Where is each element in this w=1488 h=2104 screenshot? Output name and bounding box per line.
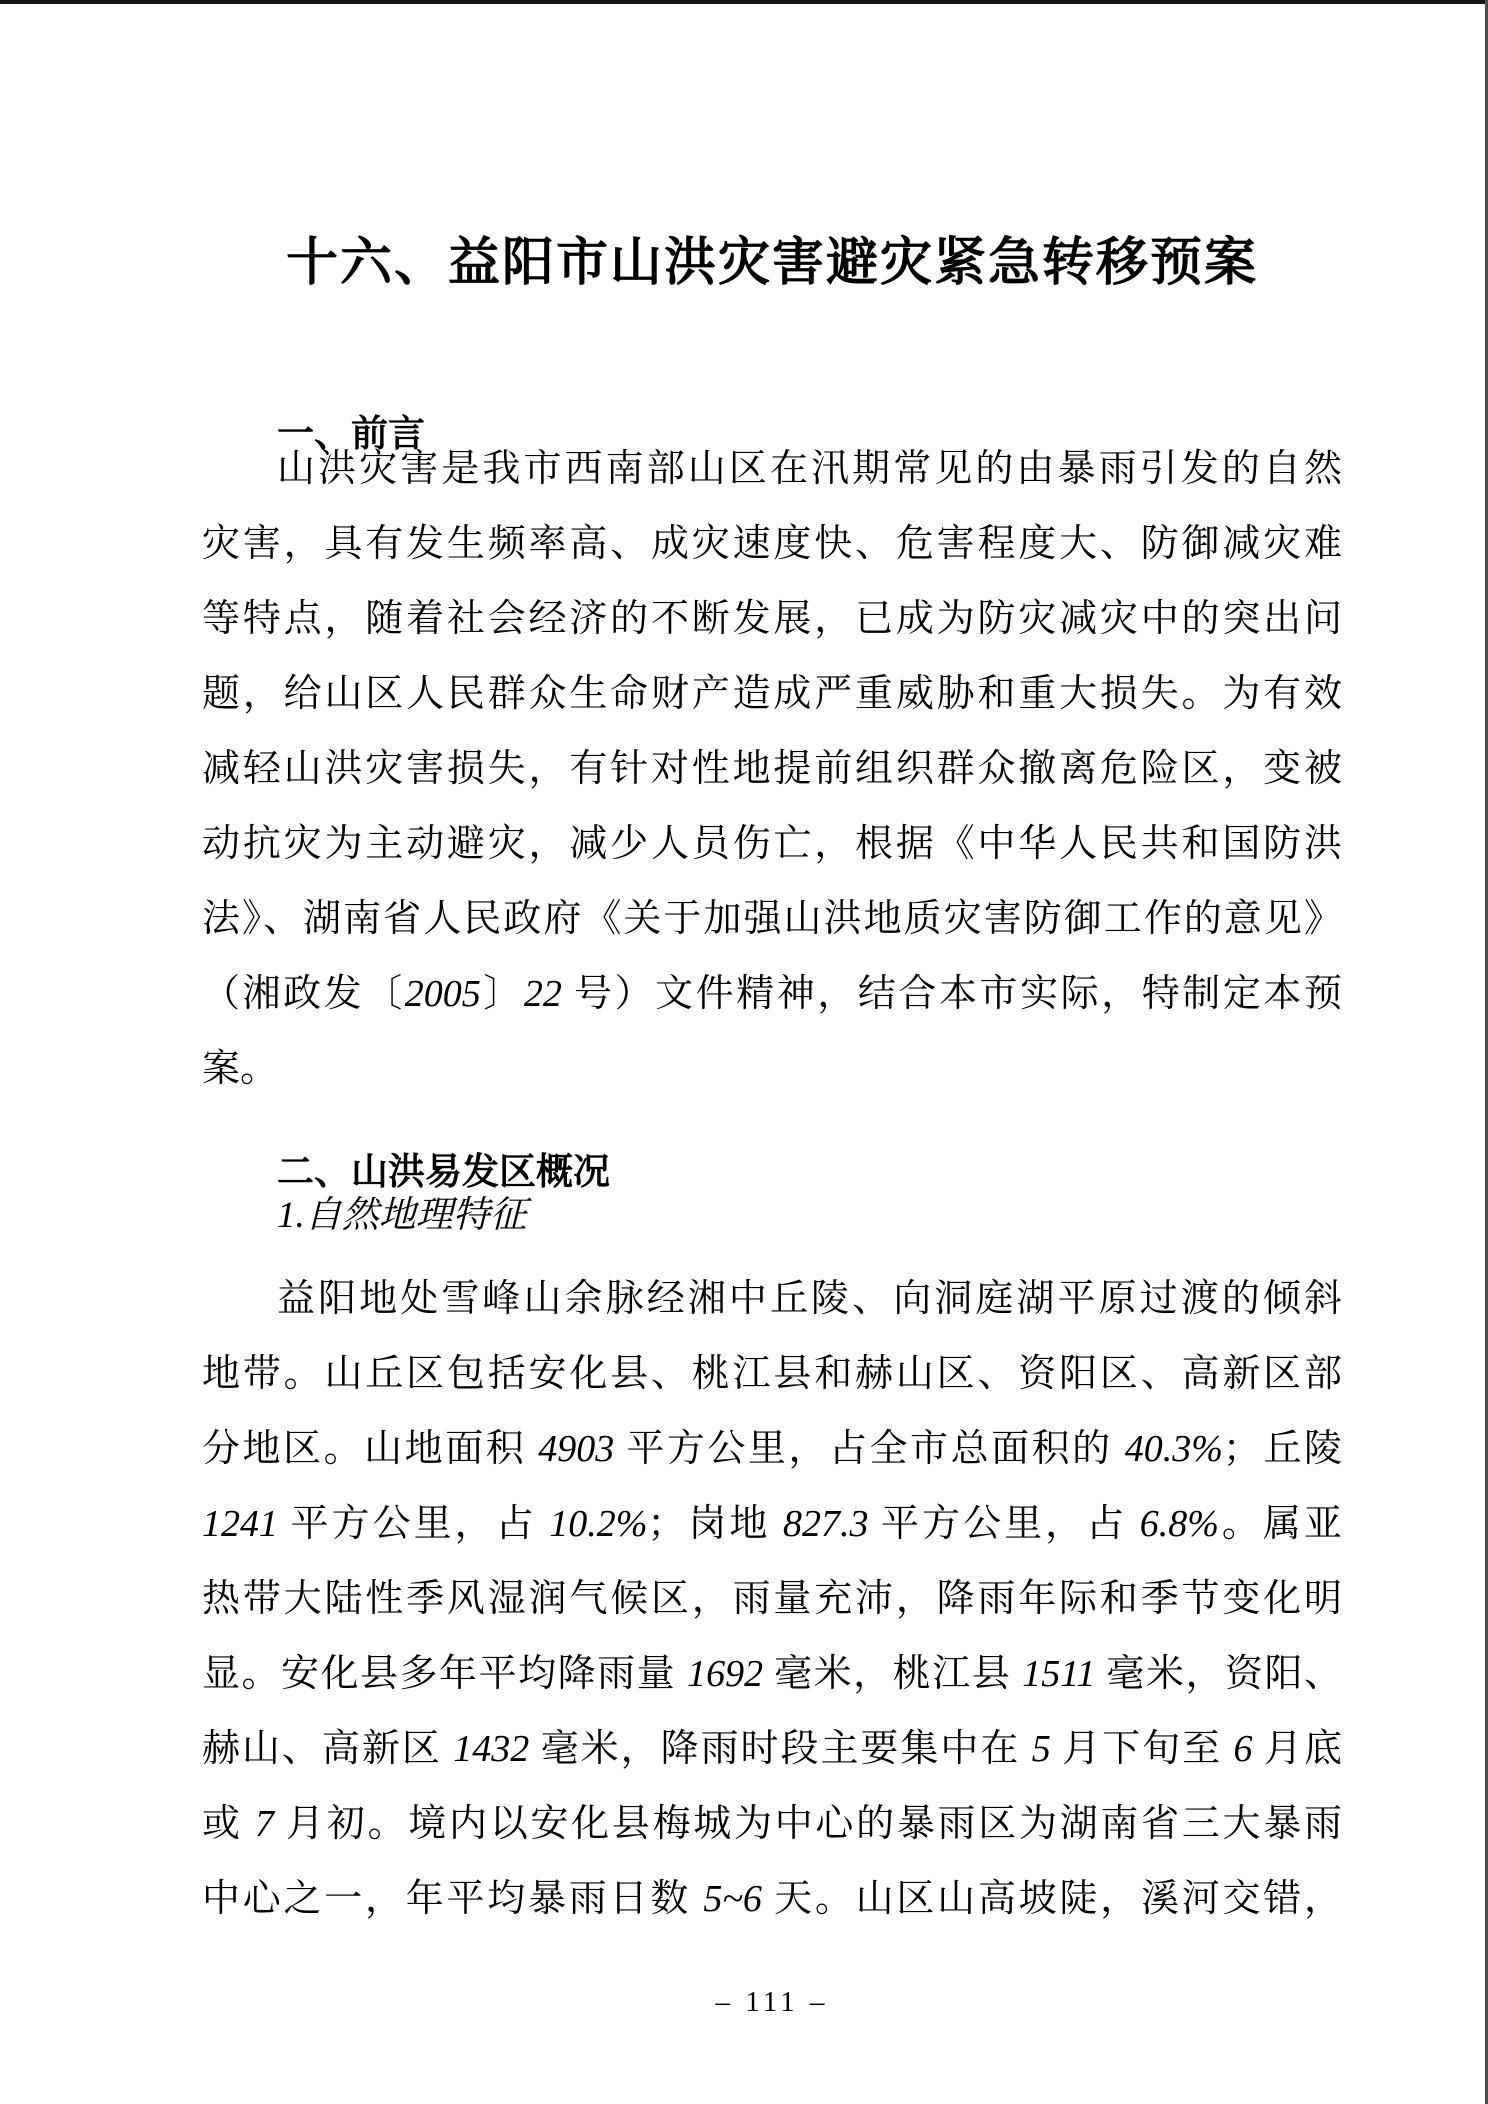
paragraph-line: 山洪灾害是我市西南部山区在汛期常见的由暴雨引发的自然 bbox=[277, 448, 1342, 490]
paragraph-line: 赫山、高新区 1432 毫米，降雨时段主要集中在 5 月下旬至 6 月底 bbox=[202, 1728, 1342, 1770]
section-heading-preface: 一、前言 bbox=[277, 412, 425, 454]
paragraph-line: 法》、湖南省人民政府《关于加强山洪地质灾害防御工作的意见》 bbox=[202, 898, 1342, 940]
paragraph-line: （湘政发〔2005〕22 号）文件精神，结合本市实际，特制定本预 bbox=[202, 973, 1342, 1015]
paragraph-line: 显。安化县多年平均降雨量 1692 毫米，桃江县 1511 毫米，资阳、 bbox=[202, 1653, 1342, 1695]
paragraph-line: 题，给山区人民群众生命财产造成严重威胁和重大损失。为有效 bbox=[202, 673, 1342, 715]
paragraph-line: 益阳地处雪峰山余脉经湘中丘陵、向洞庭湖平原过渡的倾斜 bbox=[277, 1278, 1342, 1320]
paragraph-line: 案。 bbox=[202, 1048, 279, 1090]
subsection-heading-natural-geography: 1.自然地理特征 bbox=[277, 1195, 527, 1236]
paragraph-line: 1241 平方公里，占 10.2%；岗地 827.3 平方公里，占 6.8%。属亚 bbox=[202, 1503, 1342, 1545]
geography-paragraph bbox=[202, 1262, 1342, 1937]
paragraph-line: 地带。山丘区包括安化县、桃江县和赫山区、资阳区、高新区部 bbox=[202, 1353, 1342, 1395]
scan-top-border bbox=[0, 0, 1488, 4]
preface-paragraph bbox=[202, 432, 1342, 1107]
paragraph-line: 中心之一，年平均暴雨日数 5~6 天。山区山高坡陡，溪河交错， bbox=[202, 1878, 1342, 1920]
paragraph-line: 动抗灾为主动避灾，减少人员伤亡，根据《中华人民共和国防洪 bbox=[202, 823, 1342, 865]
paragraph-line: 或 7 月初。境内以安化县梅城为中心的暴雨区为湖南省三大暴雨 bbox=[202, 1803, 1342, 1845]
section-heading-flood-prone-overview: 二、山洪易发区概况 bbox=[277, 1150, 610, 1192]
paragraph-line: 分地区。山地面积 4903 平方公里，占全市总面积的 40.3%；丘陵 bbox=[202, 1428, 1342, 1470]
page-number: – 111 – bbox=[715, 1986, 829, 2018]
paragraph-line: 减轻山洪灾害损失，有针对性地提前组织群众撤离危险区，变被 bbox=[202, 748, 1342, 790]
paragraph-line: 热带大陆性季风湿润气候区，雨量充沛，降雨年际和季节变化明 bbox=[202, 1578, 1342, 1620]
page-title: 十六、益阳市山洪灾害避灾紧急转移预案 bbox=[285, 234, 1258, 292]
paragraph-line: 灾害，具有发生频率高、成灾速度快、危害程度大、防御减灾难 bbox=[202, 523, 1342, 565]
paragraph-line: 等特点，随着社会经济的不断发展，已成为防灾减灾中的突出问 bbox=[202, 598, 1342, 640]
